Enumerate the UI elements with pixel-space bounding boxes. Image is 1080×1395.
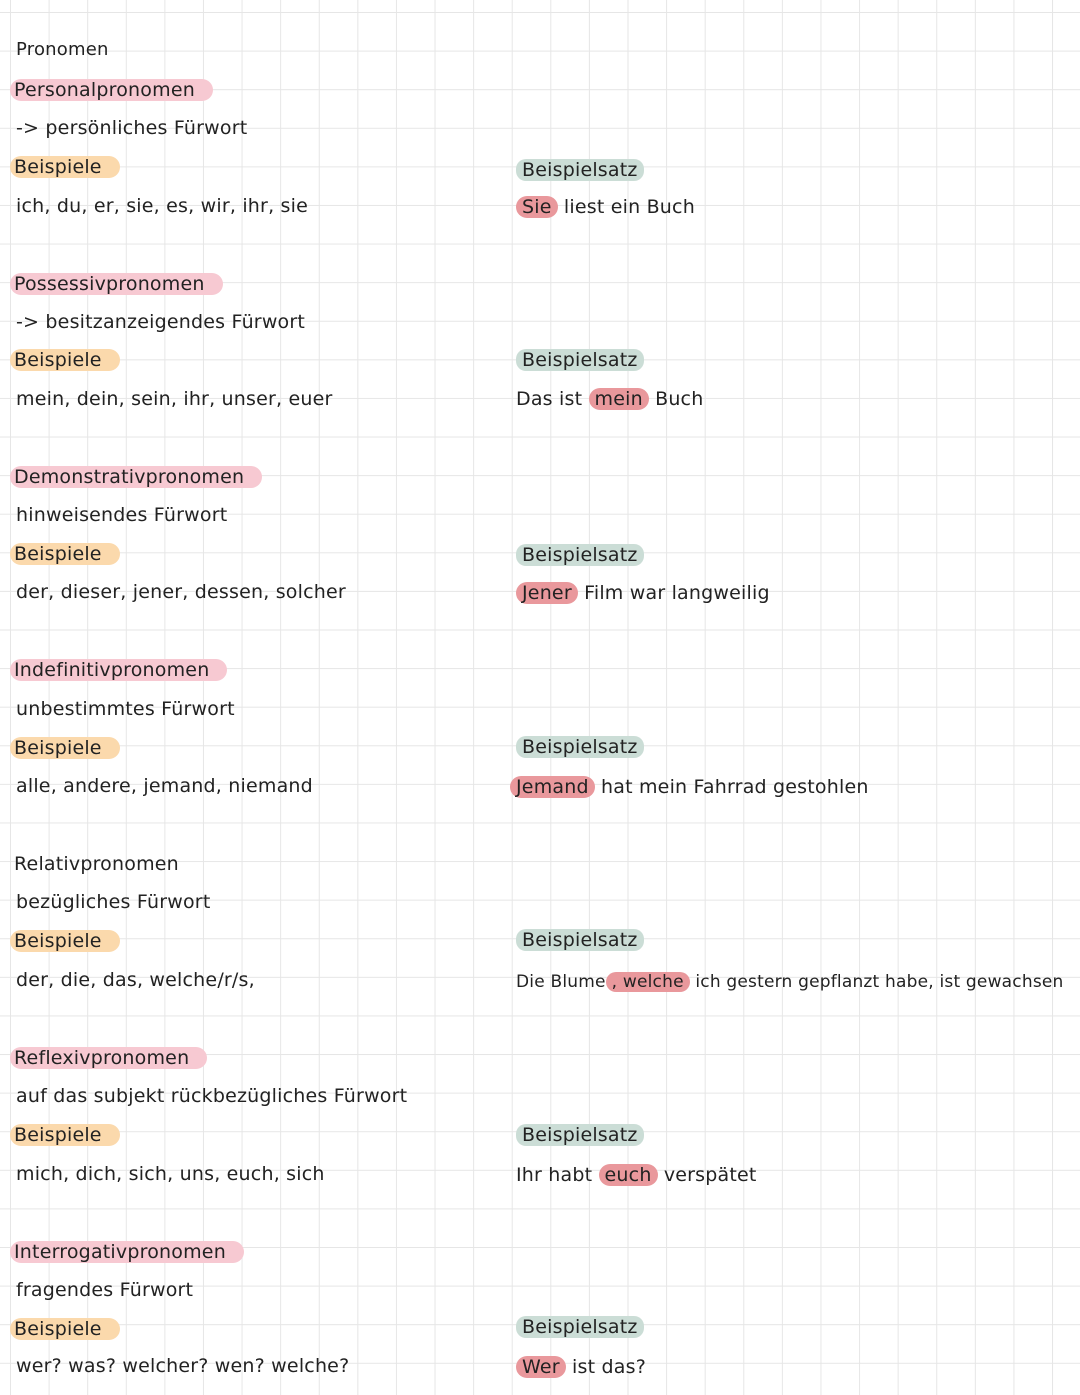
pronoun-highlight: euch	[599, 1164, 658, 1186]
sentence-text-before: Ihr habt	[516, 1164, 593, 1186]
example-sentence	[516, 581, 770, 605]
page-title: Pronomen	[16, 39, 109, 60]
examples-list: alle, andere, jemand, niemand	[16, 775, 313, 797]
examples-label: Beispiele	[10, 543, 120, 565]
section-heading: Interrogativpronomen	[10, 1241, 244, 1263]
section-subtitle: unbestimmtes Fürwort	[16, 698, 235, 720]
sentence-text: Film war langweilig	[584, 582, 770, 604]
sentence-text: liest ein Buch	[563, 196, 695, 218]
section-subtitle: -> persönliches Fürwort	[16, 117, 248, 139]
examples-label: Beispiele	[10, 1124, 120, 1146]
section-heading: Reflexivpronomen	[10, 1047, 207, 1069]
example-sentence	[516, 1163, 757, 1187]
pronoun-highlight: Wer	[516, 1356, 566, 1378]
section-heading: Demonstrativpronomen	[10, 466, 262, 488]
sentence-label: Beispielsatz	[516, 1316, 644, 1338]
section-subtitle: -> besitzanzeigendes Fürwort	[16, 311, 306, 333]
section-heading: Personalpronomen	[10, 79, 213, 101]
sentence-label: Beispielsatz	[516, 544, 644, 566]
section-heading: Indefinitivpronomen	[10, 659, 227, 681]
sentence-text-before: Das ist	[516, 388, 583, 410]
sentence-label: Beispielsatz	[516, 736, 644, 758]
examples-list: der, dieser, jener, dessen, solcher	[16, 581, 346, 603]
sentence-text-after: ich gestern gepflanzt habe, ist gewachsen	[695, 972, 1064, 992]
pronoun-highlight: Sie	[516, 196, 558, 218]
examples-label: Beispiele	[10, 930, 120, 952]
examples-label: Beispiele	[10, 1318, 120, 1340]
sentence-label: Beispielsatz	[516, 159, 644, 181]
example-sentence	[516, 387, 703, 411]
section-subtitle: bezügliches Fürwort	[16, 891, 211, 913]
pronoun-highlight: Jener	[516, 582, 578, 604]
section-subtitle: auf das subjekt rückbezügliches Fürwort	[16, 1085, 408, 1107]
examples-label: Beispiele	[10, 156, 120, 178]
examples-list: der, die, das, welche/r/s,	[16, 969, 255, 991]
sentence-text: ist das?	[572, 1356, 646, 1378]
examples-list: mich, dich, sich, uns, euch, sich	[16, 1163, 325, 1185]
examples-list: ich, du, er, sie, es, wir, ihr, sie	[16, 195, 309, 217]
section-heading: Relativpronomen	[14, 853, 179, 875]
pronoun-highlight: mein	[589, 388, 649, 410]
pronoun-highlight: Jemand	[510, 776, 595, 798]
section-heading: Possessivpronomen	[10, 273, 223, 295]
section-subtitle: hinweisendes Fürwort	[16, 504, 228, 526]
example-sentence	[510, 775, 869, 799]
examples-list: mein, dein, sein, ihr, unser, euer	[16, 388, 333, 410]
sentence-text: hat mein Fahrrad gestohlen	[601, 776, 869, 798]
sentence-text-after: verspätet	[663, 1164, 757, 1186]
examples-label: Beispiele	[10, 737, 120, 759]
sentence-label: Beispielsatz	[516, 929, 644, 951]
examples-list: wer? was? welcher? wen? welche?	[16, 1355, 350, 1377]
examples-label: Beispiele	[10, 349, 120, 371]
sentence-label: Beispielsatz	[516, 1124, 644, 1146]
sentence-text-after: Buch	[655, 388, 704, 410]
example-sentence	[516, 970, 1064, 994]
pronoun-highlight: , welche	[606, 972, 690, 992]
section-subtitle: fragendes Fürwort	[16, 1279, 194, 1301]
example-sentence	[516, 1355, 646, 1379]
sentence-text-before: Die Blume	[516, 972, 606, 992]
sentence-label: Beispielsatz	[516, 349, 644, 371]
example-sentence	[516, 195, 695, 219]
